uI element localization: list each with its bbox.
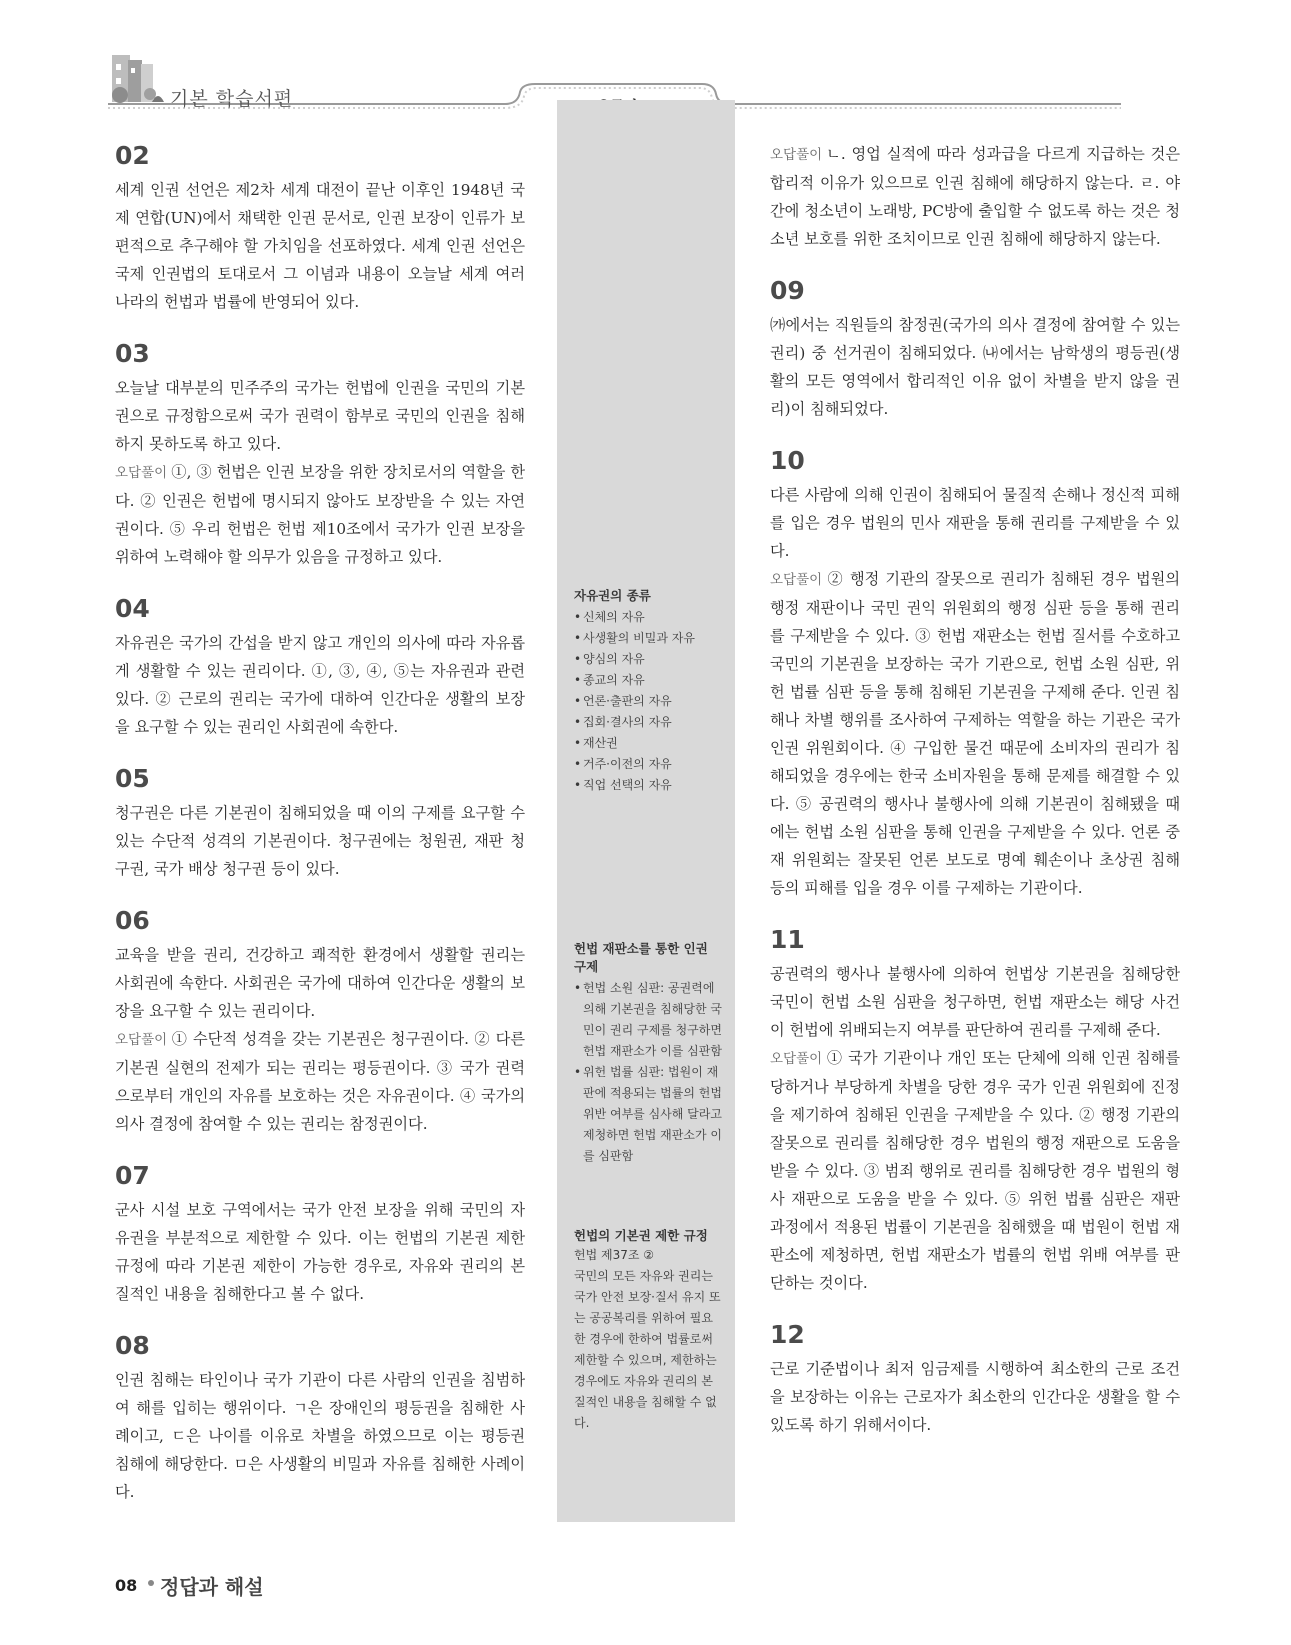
question-number: 07 — [115, 1161, 150, 1190]
explanation-text: 공권력의 행사나 불행사에 의하여 헌법상 기본권을 침해당한 국민이 헌법 소원 심판을 청구하면, 헌법 재판소는 해당 사건이 헌법에 위배되는지 여부를 판단하여 권리를 구제해 준다. — [770, 965, 1180, 1039]
explanation-text: 근로 기준법이나 최저 임금제를 시행하여 최소한의 근로 조건을 보장하는 이유는 근로자가 최소한의 인간다운 생활을 할 수 있도록 하기 위해서이다. — [770, 1360, 1180, 1434]
answer-section — [115, 1160, 525, 1308]
note-item: • 사생활의 비밀과 자유 — [574, 628, 724, 649]
note-title: 자유권의 종류 — [574, 588, 651, 603]
answer-section — [115, 140, 525, 316]
question-number: 12 — [770, 1320, 805, 1349]
note-article: 헌법 제37조 ② — [574, 1248, 655, 1262]
explanation-text: 인권 침해는 타인이나 국가 기관이 다른 사람의 인권을 침범하여 해를 입히는 행위이다. ㄱ은 장애인의 평등권을 침해한 사례이고, ㄷ은 나이를 이유로 차별을 하였으므로 이는 평등권 침해에 해당한다. ㅁ은 사생활의 비밀과 자유를 침해한 사례이다. — [115, 1371, 525, 1501]
book-title: 정답과 해설 — [160, 1575, 264, 1599]
wrong-answer-note — [770, 565, 1180, 902]
wrong-answer-text: ② 행정 기관의 잘못으로 권리가 침해된 경우 법원의 행정 재판이나 국민 권익 위원회의 행정 심판 등을 통해 권리를 구제받을 수 있다. ③ 헌법 재판소는 헌법 질서를 수호하고 국민의 기본권을 보장하는 국가 기관으로, 헌법 소원 심판, 위헌 법률 심판 등을 통해 침해된 기본권을 구제해 준다. 인권 침해나 차별 행위를 조사하여 구제하는 역할을 하는 기관은 국가 인권 위원회이다. ④ 구입한 물건 때문에 소비자의 권리가 침해되었을 경우에는 한국 소비자원을 통해 문제를 해결할 수 있다. ⑤ 공권력의 행사나 불행사에 의해 기본권이 침해됐을 때에는 헌법 소원 심판을 통해 인권을 구제받을 수 있다. 언론 중재 위원회는 잘못된 언론 보도로 명예 훼손이나 초상권 침해 등의 피해를 입을 경우 이를 구제하는 기관이다. — [770, 570, 1180, 897]
answer-section — [115, 593, 525, 741]
note-item: • 거주·이전의 자유 — [574, 754, 724, 775]
note-item: • 직업 선택의 자유 — [574, 775, 724, 796]
footer-bullet — [148, 1580, 154, 1586]
section-label: 기본 학습서편 — [170, 88, 294, 110]
wrong-answer-label: 오답풀이 — [770, 572, 823, 588]
explanation-text: 청구권은 다른 기본권이 침해되었을 때 이의 구제를 요구할 수 있는 수단적 성격의 기본권이다. 청구권에는 청원권, 재판 청구권, 국가 배상 청구권 등이 있다. — [115, 804, 525, 878]
explanation-text: 교육을 받을 권리, 건강하고 쾌적한 환경에서 생활할 권리는 사회권에 속한다. 사회권은 국가에 대하여 인간다운 생활의 보장을 요구할 수 있는 권리이다. — [115, 946, 525, 1020]
note-list — [574, 607, 724, 796]
wrong-answer-label: 오답풀이 — [770, 1051, 823, 1067]
note-item: • 양심의 자유 — [574, 649, 724, 670]
page-number: 08 — [115, 1576, 138, 1595]
explanation-text: 오늘날 대부분의 민주주의 국가는 헌법에 인권을 국민의 기본권으로 규정함으로써 국가 권력이 함부로 국민의 인권을 침해하지 못하도록 하고 있다. — [115, 379, 525, 453]
answer-section — [115, 1330, 525, 1506]
explanation-text: 자유권은 국가의 간섭을 받지 않고 개인의 의사에 따라 자유롭게 생활할 수 있는 권리이다. ①, ③, ④, ⑤는 자유권과 관련 있다. ② 근로의 권리는 국가에 대하여 인간다운 생활의 보장을 요구할 수 있는 권리인 사회권에 속한다. — [115, 634, 525, 736]
wrong-answer-note — [115, 458, 525, 571]
answer-section — [770, 275, 1180, 423]
note-item: • 위헌 법률 심판: 법원이 재판에 적용되는 법률의 헌법 위반 여부를 심사해 달라고 제청하면 헌법 재판소가 이를 심판함 — [574, 1062, 724, 1167]
answer-section — [770, 924, 1180, 1297]
wrong-answer-text: ① 수단적 성격을 갖는 기본권은 청구권이다. ② 다른 기본권 실현의 전제가 되는 권리는 평등권이다. ③ 국가 권력으로부터 개인의 자유를 보호하는 것은 자유권이다. ④ 국가의 의사 결정에 참여할 수 있는 권리는 참정권이다. — [115, 1030, 525, 1133]
question-number: 02 — [115, 141, 150, 170]
question-number: 06 — [115, 906, 150, 935]
explanation-text: 군사 시설 보호 구역에서는 국가 안전 보장을 위해 국민의 자유권을 부분적으로 제한할 수 있다. 이는 헌법의 기본권 제한 규정에 따라 기본권 제한이 가능한 경우로, 자유와 권리의 본질적인 내용을 침해한다고 볼 수 없다. — [115, 1201, 525, 1303]
wrong-answer-text: ① 국가 기관이나 개인 또는 단체에 의해 인권 침해를 당하거나 부당하게 차별을 당한 경우 국가 인권 위원회에 진정을 제기하여 침해된 인권을 구제받을 수 있다. ② 행정 기관의 잘못으로 권리를 침해당한 경우 법원의 행정 재판으로 도움을 받을 수 있다. ③ 범죄 행위로 권리를 침해당한 경우 법원의 형사 재판으로 도움을 받을 수 있다. ⑤ 위헌 법률 심판은 재판 과정에서 적용된 법률이 기본권을 침해했을 때 법원이 헌법 재판소에 제청하면, 헌법 재판소가 법률의 헌법 위배 여부를 판단하는 것이다. — [770, 1049, 1180, 1292]
question-number: 04 — [115, 594, 150, 623]
note-item: • 재산권 — [574, 733, 724, 754]
note-constitutional-court — [574, 940, 724, 1167]
wrong-answer-note — [770, 140, 1180, 253]
left-column — [115, 140, 525, 1528]
wrong-answer-label: 오답풀이 — [115, 1032, 168, 1048]
wrong-answer-label: 오답풀이 — [770, 147, 823, 163]
question-number: 09 — [770, 276, 805, 305]
wrong-answer-note — [770, 1044, 1180, 1297]
answer-section — [770, 445, 1180, 902]
explanation-text: 다른 사람에 의해 인권이 침해되어 물질적 손해나 정신적 피해를 입은 경우 법원의 민사 재판을 통해 권리를 구제받을 수 있다. — [770, 486, 1180, 560]
note-item: • 언론·출판의 자유 — [574, 691, 724, 712]
note-list — [574, 978, 724, 1167]
answer-section — [770, 1319, 1180, 1439]
question-number: 11 — [770, 925, 805, 954]
right-column — [770, 140, 1180, 1461]
wrong-answer-text: ①, ③ 헌법은 인권 보장을 위한 장치로서의 역할을 한다. ② 인권은 헌법에 명시되지 않아도 보장받을 수 있는 자연권이다. ⑤ 우리 헌법은 헌법 제10조에서 국가가 인권 보장을 위하여 노력해야 할 의무가 있음을 규정하고 있다. — [115, 463, 525, 566]
answer-section — [115, 763, 525, 883]
answer-section — [770, 140, 1180, 253]
note-item: • 신체의 자유 — [574, 607, 724, 628]
answer-section — [115, 905, 525, 1138]
explanation-text: 세계 인권 선언은 제2차 세계 대전이 끝난 이후인 1948년 국제 연합(UN)에서 채택한 인권 문서로, 인권 보장이 인류가 보편적으로 추구해야 할 가치임을 선포하였다. 세계 인권 선언은 국제 인권법의 토대로서 그 이념과 내용이 오늘날 세계 여러 나라의 헌법과 법률에 반영되어 있다. — [115, 181, 525, 311]
note-title: 헌법의 기본권 제한 규정 — [574, 1228, 708, 1243]
wrong-answer-text: ㄴ. 영업 실적에 따라 성과급을 다르게 지급하는 것은 합리적 이유가 있으므로 인권 침해에 해당하지 않는다. ㄹ. 야간에 청소년이 노래방, PC방에 출입할 수 없도록 하는 것은 청소년 보호를 위한 조치이므로 인권 침해에 해당하지 않는다. — [770, 145, 1180, 248]
note-item: • 헌법 소원 심판: 공권력에 의해 기본권을 침해당한 국민이 권리 구제를 청구하면 헌법 재판소가 이를 심판함 — [574, 978, 724, 1062]
note-text: 국민의 모든 자유와 권리는 국가 안전 보장·질서 유지 또는 공공복리를 위하여 필요한 경우에 한하여 법률로써 제한할 수 있으며, 제한하는 경우에도 자유와 권리의 본질적인 내용을 침해할 수 없다. — [574, 1269, 721, 1430]
note-rights-limit — [574, 1227, 724, 1434]
building-icon — [112, 55, 164, 103]
question-number: 03 — [115, 339, 150, 368]
answer-section — [115, 338, 525, 571]
question-number: 08 — [115, 1331, 150, 1360]
note-item: • 종교의 자유 — [574, 670, 724, 691]
wrong-answer-note — [115, 1025, 525, 1138]
question-number: 05 — [115, 764, 150, 793]
note-item: • 집회·결사의 자유 — [574, 712, 724, 733]
explanation-text: ㈎에서는 직원들의 참정권(국가의 의사 결정에 참여할 수 있는 권리) 중 선거권이 침해되었다. ㈏에서는 남학생의 평등권(생활의 모든 영역에서 합리적인 이유 없이 차별을 받지 않을 권리)이 침해되었다. — [770, 316, 1180, 418]
question-number: 10 — [770, 446, 805, 475]
note-freedom-types — [574, 587, 724, 796]
note-title: 헌법 재판소를 통한 인권 구제 — [574, 941, 708, 974]
wrong-answer-label: 오답풀이 — [115, 465, 168, 481]
